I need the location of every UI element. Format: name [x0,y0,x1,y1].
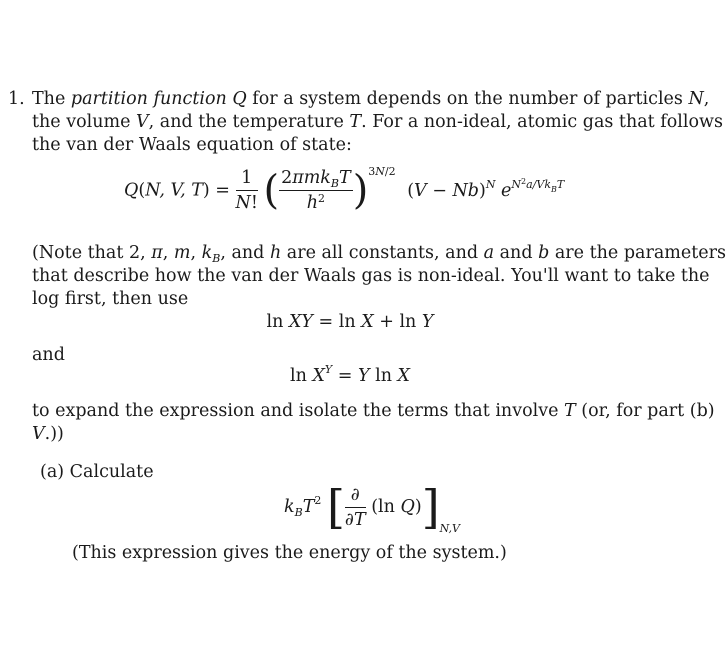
intro-line-3: the van der Waals equation of state: [32,135,352,155]
problem-number: 1. [8,89,25,109]
and-text: and [32,345,65,365]
note-line-3: log first, then use [32,289,189,309]
log-product-rule: ln XY = ln X + ln Y [266,312,434,332]
note-line-1: (Note that 2, π, m, $k_B$, and h are all constants, and a and b are the parameters [32,243,726,265]
expand-line-2: V.)) [32,424,64,444]
part-a-note: (This expression gives the energy of the system.) [72,543,507,563]
energy-equation: $k_BT^2$ [ $\frac{\partial}{\partial T}$ (ln $Q)]_{N,V}$ [284,480,461,535]
intro-line-1: The partition function Q for a system depends on the number of particles N, [32,89,710,109]
note-line-2: that describe how the van der Waals gas is non-ideal. You'll want to take the [32,266,710,286]
partition-function-equation: Q(N, V, T) = $\frac{1}{N!}$ ( $\frac{2\pi mk_BT}{h^2}$ )$^{3N/2}$ $(V - Nb)^N$ $e^{N^2a/Vk_BT}$ [124,165,565,214]
expand-line-1: to expand the expression and isolate the terms that involve T (or, for part (b) [32,401,715,421]
log-power-rule: $\ln X^Y = Y$ ln X [290,363,410,386]
part-a-label: (a) Calculate [40,462,154,482]
intro-line-2: the volume V, and the temperature T. For a non-ideal, atomic gas that follows [32,112,723,132]
